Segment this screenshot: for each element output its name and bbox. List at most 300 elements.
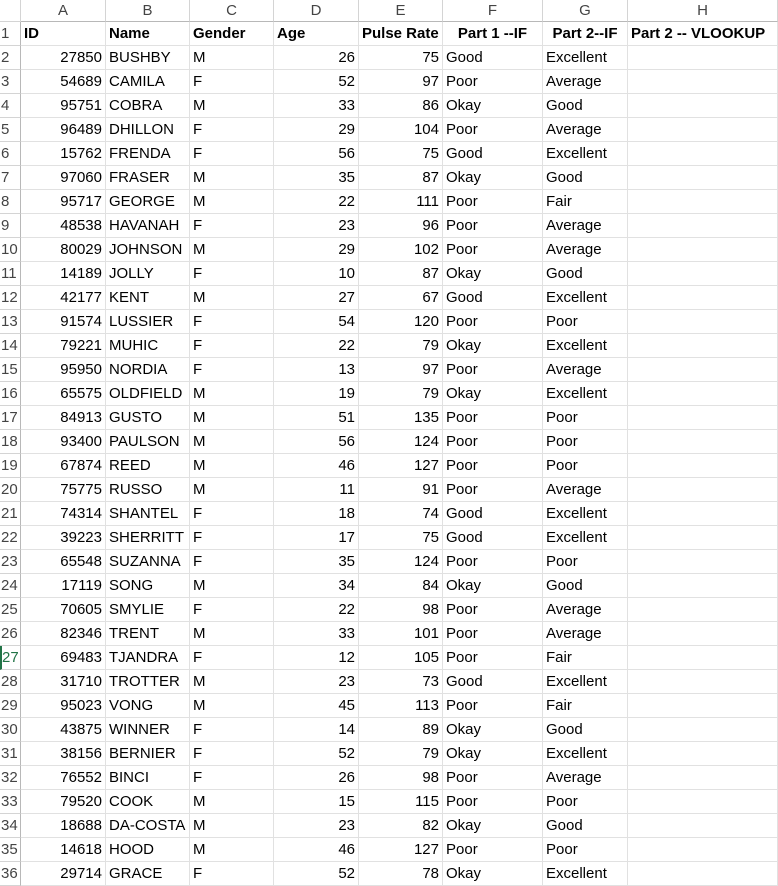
cell-part2-vlookup[interactable] bbox=[628, 718, 778, 742]
cell-part2-vlookup[interactable] bbox=[628, 286, 778, 310]
cell-part2-vlookup[interactable] bbox=[628, 646, 778, 670]
cell-pulse-rate[interactable]: 97 bbox=[359, 358, 443, 382]
cell-id[interactable]: 15762 bbox=[21, 142, 106, 166]
cell-pulse-rate[interactable]: 79 bbox=[359, 334, 443, 358]
cell-part2-vlookup[interactable] bbox=[628, 310, 778, 334]
cell-gender[interactable]: F bbox=[190, 334, 274, 358]
cell-pulse-rate[interactable]: 75 bbox=[359, 46, 443, 70]
row-header[interactable]: 33 bbox=[0, 790, 21, 814]
cell-part1-if[interactable]: Good bbox=[443, 502, 543, 526]
cell-part2-if[interactable]: Average bbox=[543, 622, 628, 646]
cell-name[interactable]: TRENT bbox=[106, 622, 190, 646]
cell-name[interactable]: HOOD bbox=[106, 838, 190, 862]
cell-name[interactable]: JOHNSON bbox=[106, 238, 190, 262]
cell-id[interactable]: 70605 bbox=[21, 598, 106, 622]
cell-pulse-rate[interactable]: 73 bbox=[359, 670, 443, 694]
cell-pulse-rate[interactable]: 97 bbox=[359, 70, 443, 94]
cell-pulse-rate[interactable]: 127 bbox=[359, 838, 443, 862]
cell-part1-if[interactable]: Poor bbox=[443, 118, 543, 142]
cell-age[interactable]: 51 bbox=[274, 406, 359, 430]
cell-pulse-rate[interactable]: 67 bbox=[359, 286, 443, 310]
cell-part2-if[interactable]: Poor bbox=[543, 550, 628, 574]
row-header[interactable]: 14 bbox=[0, 334, 21, 358]
cell-age[interactable]: 14 bbox=[274, 718, 359, 742]
cell-part2-vlookup[interactable] bbox=[628, 358, 778, 382]
cell-age[interactable]: 52 bbox=[274, 70, 359, 94]
cell-pulse-rate[interactable]: 115 bbox=[359, 790, 443, 814]
cell-gender[interactable]: M bbox=[190, 622, 274, 646]
cell-part2-if[interactable]: Excellent bbox=[543, 334, 628, 358]
cell-age[interactable]: 33 bbox=[274, 622, 359, 646]
header-cell-part1-if[interactable]: Part 1 --IF bbox=[443, 22, 543, 46]
row-header[interactable]: 34 bbox=[0, 814, 21, 838]
cell-age[interactable]: 23 bbox=[274, 670, 359, 694]
cell-part2-vlookup[interactable] bbox=[628, 622, 778, 646]
cell-id[interactable]: 84913 bbox=[21, 406, 106, 430]
row-header[interactable]: 25 bbox=[0, 598, 21, 622]
cell-id[interactable]: 43875 bbox=[21, 718, 106, 742]
cell-gender[interactable]: F bbox=[190, 358, 274, 382]
cell-pulse-rate[interactable]: 113 bbox=[359, 694, 443, 718]
cell-name[interactable]: COBRA bbox=[106, 94, 190, 118]
row-header[interactable]: 8 bbox=[0, 190, 21, 214]
column-header-a[interactable]: A bbox=[21, 0, 106, 22]
cell-part2-if[interactable]: Average bbox=[543, 358, 628, 382]
cell-part2-if[interactable]: Excellent bbox=[543, 742, 628, 766]
cell-id[interactable]: 95023 bbox=[21, 694, 106, 718]
cell-part2-if[interactable]: Average bbox=[543, 238, 628, 262]
cell-pulse-rate[interactable]: 75 bbox=[359, 142, 443, 166]
cell-part2-vlookup[interactable] bbox=[628, 118, 778, 142]
cell-part1-if[interactable]: Good bbox=[443, 286, 543, 310]
cell-id[interactable]: 67874 bbox=[21, 454, 106, 478]
row-header[interactable]: 7 bbox=[0, 166, 21, 190]
cell-part2-if[interactable]: Fair bbox=[543, 190, 628, 214]
cell-part2-vlookup[interactable] bbox=[628, 94, 778, 118]
cell-part2-vlookup[interactable] bbox=[628, 670, 778, 694]
cell-name[interactable]: BERNIER bbox=[106, 742, 190, 766]
cell-part2-vlookup[interactable] bbox=[628, 790, 778, 814]
row-header[interactable]: 18 bbox=[0, 430, 21, 454]
cell-age[interactable]: 33 bbox=[274, 94, 359, 118]
cell-age[interactable]: 11 bbox=[274, 478, 359, 502]
cell-part1-if[interactable]: Poor bbox=[443, 406, 543, 430]
cell-part2-if[interactable]: Poor bbox=[543, 838, 628, 862]
cell-name[interactable]: BUSHBY bbox=[106, 46, 190, 70]
cell-part2-if[interactable]: Average bbox=[543, 70, 628, 94]
cell-id[interactable]: 95717 bbox=[21, 190, 106, 214]
cell-gender[interactable]: M bbox=[190, 814, 274, 838]
cell-part2-vlookup[interactable] bbox=[628, 502, 778, 526]
row-header[interactable]: 32 bbox=[0, 766, 21, 790]
cell-age[interactable]: 35 bbox=[274, 166, 359, 190]
cell-id[interactable]: 27850 bbox=[21, 46, 106, 70]
cell-id[interactable]: 29714 bbox=[21, 862, 106, 886]
cell-gender[interactable]: M bbox=[190, 166, 274, 190]
cell-name[interactable]: SHANTEL bbox=[106, 502, 190, 526]
cell-name[interactable]: WINNER bbox=[106, 718, 190, 742]
cell-gender[interactable]: F bbox=[190, 70, 274, 94]
cell-gender[interactable]: M bbox=[190, 94, 274, 118]
cell-part2-if[interactable]: Excellent bbox=[543, 862, 628, 886]
cell-part2-if[interactable]: Average bbox=[543, 478, 628, 502]
row-header[interactable]: 10 bbox=[0, 238, 21, 262]
cell-name[interactable]: BINCI bbox=[106, 766, 190, 790]
cell-id[interactable]: 39223 bbox=[21, 526, 106, 550]
row-header[interactable]: 5 bbox=[0, 118, 21, 142]
cell-part2-if[interactable]: Excellent bbox=[543, 526, 628, 550]
cell-gender[interactable]: F bbox=[190, 142, 274, 166]
cell-gender[interactable]: F bbox=[190, 646, 274, 670]
cell-name[interactable]: TJANDRA bbox=[106, 646, 190, 670]
cell-part2-vlookup[interactable] bbox=[628, 598, 778, 622]
cell-part1-if[interactable]: Poor bbox=[443, 622, 543, 646]
cell-gender[interactable]: F bbox=[190, 598, 274, 622]
cell-pulse-rate[interactable]: 120 bbox=[359, 310, 443, 334]
cell-name[interactable]: FRENDA bbox=[106, 142, 190, 166]
cell-part2-vlookup[interactable] bbox=[628, 214, 778, 238]
cell-name[interactable]: HAVANAH bbox=[106, 214, 190, 238]
cell-part1-if[interactable]: Okay bbox=[443, 166, 543, 190]
cell-gender[interactable]: F bbox=[190, 718, 274, 742]
cell-part1-if[interactable]: Poor bbox=[443, 838, 543, 862]
cell-gender[interactable]: M bbox=[190, 838, 274, 862]
cell-pulse-rate[interactable]: 98 bbox=[359, 598, 443, 622]
cell-gender[interactable]: F bbox=[190, 214, 274, 238]
header-cell-part2-vlookup[interactable]: Part 2 -- VLOOKUP bbox=[628, 22, 778, 46]
cell-name[interactable]: LUSSIER bbox=[106, 310, 190, 334]
cell-age[interactable]: 34 bbox=[274, 574, 359, 598]
cell-pulse-rate[interactable]: 124 bbox=[359, 550, 443, 574]
row-header[interactable]: 6 bbox=[0, 142, 21, 166]
cell-part2-vlookup[interactable] bbox=[628, 430, 778, 454]
cell-part2-if[interactable]: Good bbox=[543, 574, 628, 598]
cell-gender[interactable]: M bbox=[190, 406, 274, 430]
cell-part2-vlookup[interactable] bbox=[628, 526, 778, 550]
cell-age[interactable]: 22 bbox=[274, 598, 359, 622]
cell-part2-vlookup[interactable] bbox=[628, 814, 778, 838]
cell-part2-if[interactable]: Poor bbox=[543, 790, 628, 814]
cell-age[interactable]: 56 bbox=[274, 142, 359, 166]
cell-part2-if[interactable]: Good bbox=[543, 166, 628, 190]
cell-part1-if[interactable]: Poor bbox=[443, 550, 543, 574]
cell-part2-if[interactable]: Average bbox=[543, 598, 628, 622]
cell-id[interactable]: 14618 bbox=[21, 838, 106, 862]
cell-pulse-rate[interactable]: 86 bbox=[359, 94, 443, 118]
cell-age[interactable]: 12 bbox=[274, 646, 359, 670]
cell-name[interactable]: NORDIA bbox=[106, 358, 190, 382]
cell-part2-if[interactable]: Good bbox=[543, 718, 628, 742]
cell-pulse-rate[interactable]: 102 bbox=[359, 238, 443, 262]
cell-gender[interactable]: M bbox=[190, 670, 274, 694]
cell-age[interactable]: 54 bbox=[274, 310, 359, 334]
cell-gender[interactable]: F bbox=[190, 502, 274, 526]
cell-part2-if[interactable]: Excellent bbox=[543, 502, 628, 526]
cell-part2-vlookup[interactable] bbox=[628, 478, 778, 502]
cell-age[interactable]: 52 bbox=[274, 862, 359, 886]
row-header[interactable]: 19 bbox=[0, 454, 21, 478]
cell-name[interactable]: REED bbox=[106, 454, 190, 478]
cell-part2-vlookup[interactable] bbox=[628, 142, 778, 166]
cell-gender[interactable]: M bbox=[190, 46, 274, 70]
row-header[interactable]: 23 bbox=[0, 550, 21, 574]
cell-part2-if[interactable]: Average bbox=[543, 214, 628, 238]
row-header[interactable]: 12 bbox=[0, 286, 21, 310]
cell-part2-if[interactable]: Excellent bbox=[543, 142, 628, 166]
cell-gender[interactable]: M bbox=[190, 694, 274, 718]
cell-id[interactable]: 14189 bbox=[21, 262, 106, 286]
cell-part1-if[interactable]: Poor bbox=[443, 358, 543, 382]
cell-part2-if[interactable]: Excellent bbox=[543, 286, 628, 310]
select-all-corner[interactable] bbox=[0, 0, 21, 22]
cell-pulse-rate[interactable]: 82 bbox=[359, 814, 443, 838]
cell-pulse-rate[interactable]: 111 bbox=[359, 190, 443, 214]
row-header[interactable]: 28 bbox=[0, 670, 21, 694]
cell-part2-vlookup[interactable] bbox=[628, 550, 778, 574]
cell-gender[interactable]: F bbox=[190, 310, 274, 334]
cell-id[interactable]: 48538 bbox=[21, 214, 106, 238]
cell-part2-if[interactable]: Good bbox=[543, 94, 628, 118]
cell-age[interactable]: 27 bbox=[274, 286, 359, 310]
cell-part2-if[interactable]: Poor bbox=[543, 406, 628, 430]
cell-part1-if[interactable]: Poor bbox=[443, 430, 543, 454]
cell-id[interactable]: 31710 bbox=[21, 670, 106, 694]
cell-part2-vlookup[interactable] bbox=[628, 190, 778, 214]
row-header[interactable]: 13 bbox=[0, 310, 21, 334]
cell-pulse-rate[interactable]: 79 bbox=[359, 382, 443, 406]
column-header-c[interactable]: C bbox=[190, 0, 274, 22]
cell-part2-vlookup[interactable] bbox=[628, 838, 778, 862]
cell-gender[interactable]: F bbox=[190, 862, 274, 886]
header-cell-id[interactable]: ID bbox=[21, 22, 106, 46]
cell-gender[interactable]: M bbox=[190, 430, 274, 454]
cell-gender[interactable]: M bbox=[190, 286, 274, 310]
cell-age[interactable]: 26 bbox=[274, 46, 359, 70]
cell-part2-vlookup[interactable] bbox=[628, 574, 778, 598]
cell-pulse-rate[interactable]: 127 bbox=[359, 454, 443, 478]
cell-part2-if[interactable]: Excellent bbox=[543, 382, 628, 406]
cell-part2-vlookup[interactable] bbox=[628, 166, 778, 190]
cell-age[interactable]: 23 bbox=[274, 814, 359, 838]
cell-id[interactable]: 95751 bbox=[21, 94, 106, 118]
cell-pulse-rate[interactable]: 79 bbox=[359, 742, 443, 766]
cell-part2-vlookup[interactable] bbox=[628, 694, 778, 718]
cell-part2-if[interactable]: Poor bbox=[543, 454, 628, 478]
cell-part2-vlookup[interactable] bbox=[628, 862, 778, 886]
cell-name[interactable]: GEORGE bbox=[106, 190, 190, 214]
cell-age[interactable]: 22 bbox=[274, 190, 359, 214]
cell-gender[interactable]: F bbox=[190, 766, 274, 790]
cell-age[interactable]: 18 bbox=[274, 502, 359, 526]
cell-id[interactable]: 96489 bbox=[21, 118, 106, 142]
cell-id[interactable]: 93400 bbox=[21, 430, 106, 454]
cell-id[interactable]: 69483 bbox=[21, 646, 106, 670]
cell-name[interactable]: KENT bbox=[106, 286, 190, 310]
row-header[interactable]: 20 bbox=[0, 478, 21, 502]
cell-part1-if[interactable]: Poor bbox=[443, 190, 543, 214]
column-header-e[interactable]: E bbox=[359, 0, 443, 22]
header-cell-part2-if[interactable]: Part 2--IF bbox=[543, 22, 628, 46]
row-header[interactable]: 31 bbox=[0, 742, 21, 766]
cell-part2-vlookup[interactable] bbox=[628, 766, 778, 790]
cell-id[interactable]: 91574 bbox=[21, 310, 106, 334]
cell-id[interactable]: 38156 bbox=[21, 742, 106, 766]
column-header-b[interactable]: B bbox=[106, 0, 190, 22]
cell-part1-if[interactable]: Poor bbox=[443, 454, 543, 478]
cell-pulse-rate[interactable]: 84 bbox=[359, 574, 443, 598]
cell-age[interactable]: 22 bbox=[274, 334, 359, 358]
cell-part1-if[interactable]: Poor bbox=[443, 598, 543, 622]
row-header[interactable]: 22 bbox=[0, 526, 21, 550]
row-header[interactable]: 9 bbox=[0, 214, 21, 238]
row-header[interactable]: 21 bbox=[0, 502, 21, 526]
cell-name[interactable]: CAMILA bbox=[106, 70, 190, 94]
cell-part1-if[interactable]: Okay bbox=[443, 334, 543, 358]
cell-pulse-rate[interactable]: 78 bbox=[359, 862, 443, 886]
row-header[interactable]: 30 bbox=[0, 718, 21, 742]
cell-id[interactable]: 74314 bbox=[21, 502, 106, 526]
cell-part1-if[interactable]: Good bbox=[443, 142, 543, 166]
cell-name[interactable]: JOLLY bbox=[106, 262, 190, 286]
cell-id[interactable]: 80029 bbox=[21, 238, 106, 262]
cell-pulse-rate[interactable]: 105 bbox=[359, 646, 443, 670]
cell-age[interactable]: 45 bbox=[274, 694, 359, 718]
cell-age[interactable]: 29 bbox=[274, 118, 359, 142]
cell-pulse-rate[interactable]: 124 bbox=[359, 430, 443, 454]
cell-part2-if[interactable]: Poor bbox=[543, 310, 628, 334]
row-header[interactable]: 1 bbox=[0, 22, 21, 46]
cell-pulse-rate[interactable]: 89 bbox=[359, 718, 443, 742]
cell-gender[interactable]: F bbox=[190, 118, 274, 142]
row-header[interactable]: 26 bbox=[0, 622, 21, 646]
cell-pulse-rate[interactable]: 101 bbox=[359, 622, 443, 646]
cell-name[interactable]: GRACE bbox=[106, 862, 190, 886]
row-header[interactable]: 16 bbox=[0, 382, 21, 406]
cell-part2-if[interactable]: Average bbox=[543, 766, 628, 790]
cell-age[interactable]: 52 bbox=[274, 742, 359, 766]
cell-gender[interactable]: M bbox=[190, 454, 274, 478]
cell-name[interactable]: SMYLIE bbox=[106, 598, 190, 622]
cell-part1-if[interactable]: Okay bbox=[443, 862, 543, 886]
cell-name[interactable]: VONG bbox=[106, 694, 190, 718]
column-header-d[interactable]: D bbox=[274, 0, 359, 22]
cell-gender[interactable]: M bbox=[190, 574, 274, 598]
row-header[interactable]: 35 bbox=[0, 838, 21, 862]
cell-part1-if[interactable]: Poor bbox=[443, 310, 543, 334]
cell-pulse-rate[interactable]: 96 bbox=[359, 214, 443, 238]
cell-part2-if[interactable]: Fair bbox=[543, 694, 628, 718]
cell-gender[interactable]: M bbox=[190, 238, 274, 262]
cell-part1-if[interactable]: Okay bbox=[443, 814, 543, 838]
cell-age[interactable]: 19 bbox=[274, 382, 359, 406]
cell-name[interactable]: GUSTO bbox=[106, 406, 190, 430]
cell-id[interactable]: 54689 bbox=[21, 70, 106, 94]
cell-part1-if[interactable]: Good bbox=[443, 670, 543, 694]
cell-id[interactable]: 65548 bbox=[21, 550, 106, 574]
cell-gender[interactable]: M bbox=[190, 190, 274, 214]
cell-gender[interactable]: M bbox=[190, 382, 274, 406]
cell-part1-if[interactable]: Poor bbox=[443, 70, 543, 94]
cell-age[interactable]: 46 bbox=[274, 454, 359, 478]
cell-name[interactable]: DHILLON bbox=[106, 118, 190, 142]
cell-age[interactable]: 17 bbox=[274, 526, 359, 550]
cell-name[interactable]: MUHIC bbox=[106, 334, 190, 358]
row-header[interactable]: 3 bbox=[0, 70, 21, 94]
cell-gender[interactable]: F bbox=[190, 262, 274, 286]
cell-pulse-rate[interactable]: 104 bbox=[359, 118, 443, 142]
cell-pulse-rate[interactable]: 135 bbox=[359, 406, 443, 430]
cell-gender[interactable]: M bbox=[190, 790, 274, 814]
cell-name[interactable]: TROTTER bbox=[106, 670, 190, 694]
header-cell-age[interactable]: Age bbox=[274, 22, 359, 46]
cell-pulse-rate[interactable]: 75 bbox=[359, 526, 443, 550]
cell-pulse-rate[interactable]: 87 bbox=[359, 262, 443, 286]
cell-part1-if[interactable]: Poor bbox=[443, 238, 543, 262]
header-cell-gender[interactable]: Gender bbox=[190, 22, 274, 46]
cell-age[interactable]: 15 bbox=[274, 790, 359, 814]
cell-part2-vlookup[interactable] bbox=[628, 382, 778, 406]
cell-part1-if[interactable]: Okay bbox=[443, 718, 543, 742]
cell-part1-if[interactable]: Poor bbox=[443, 478, 543, 502]
row-header[interactable]: 4 bbox=[0, 94, 21, 118]
cell-part1-if[interactable]: Good bbox=[443, 526, 543, 550]
cell-pulse-rate[interactable]: 91 bbox=[359, 478, 443, 502]
cell-age[interactable]: 56 bbox=[274, 430, 359, 454]
cell-part2-if[interactable]: Excellent bbox=[543, 46, 628, 70]
column-header-f[interactable]: F bbox=[443, 0, 543, 22]
cell-name[interactable]: COOK bbox=[106, 790, 190, 814]
cell-part1-if[interactable]: Poor bbox=[443, 694, 543, 718]
cell-id[interactable]: 42177 bbox=[21, 286, 106, 310]
cell-name[interactable]: SUZANNA bbox=[106, 550, 190, 574]
cell-id[interactable]: 82346 bbox=[21, 622, 106, 646]
cell-part1-if[interactable]: Poor bbox=[443, 214, 543, 238]
cell-name[interactable]: FRASER bbox=[106, 166, 190, 190]
cell-name[interactable]: OLDFIELD bbox=[106, 382, 190, 406]
cell-part1-if[interactable]: Poor bbox=[443, 790, 543, 814]
cell-gender[interactable]: F bbox=[190, 742, 274, 766]
cell-gender[interactable]: F bbox=[190, 550, 274, 574]
cell-id[interactable]: 79520 bbox=[21, 790, 106, 814]
cell-name[interactable]: SONG bbox=[106, 574, 190, 598]
cell-part2-if[interactable]: Good bbox=[543, 814, 628, 838]
cell-id[interactable]: 75775 bbox=[21, 478, 106, 502]
row-header[interactable]: 2 bbox=[0, 46, 21, 70]
cell-id[interactable]: 17119 bbox=[21, 574, 106, 598]
cell-part2-vlookup[interactable] bbox=[628, 454, 778, 478]
cell-part2-if[interactable]: Good bbox=[543, 262, 628, 286]
row-header[interactable]: 29 bbox=[0, 694, 21, 718]
cell-age[interactable]: 10 bbox=[274, 262, 359, 286]
row-header[interactable]: 15 bbox=[0, 358, 21, 382]
cell-part1-if[interactable]: Okay bbox=[443, 574, 543, 598]
cell-part2-vlookup[interactable] bbox=[628, 238, 778, 262]
cell-part2-if[interactable]: Fair bbox=[543, 646, 628, 670]
cell-name[interactable]: SHERRITT bbox=[106, 526, 190, 550]
cell-part1-if[interactable]: Okay bbox=[443, 262, 543, 286]
header-cell-name[interactable]: Name bbox=[106, 22, 190, 46]
cell-age[interactable]: 29 bbox=[274, 238, 359, 262]
row-header[interactable]: 17 bbox=[0, 406, 21, 430]
cell-part1-if[interactable]: Okay bbox=[443, 94, 543, 118]
row-header[interactable]: 27 bbox=[0, 646, 21, 670]
cell-id[interactable]: 95950 bbox=[21, 358, 106, 382]
cell-id[interactable]: 65575 bbox=[21, 382, 106, 406]
cell-age[interactable]: 23 bbox=[274, 214, 359, 238]
cell-part2-vlookup[interactable] bbox=[628, 334, 778, 358]
cell-gender[interactable]: F bbox=[190, 526, 274, 550]
cell-age[interactable]: 35 bbox=[274, 550, 359, 574]
